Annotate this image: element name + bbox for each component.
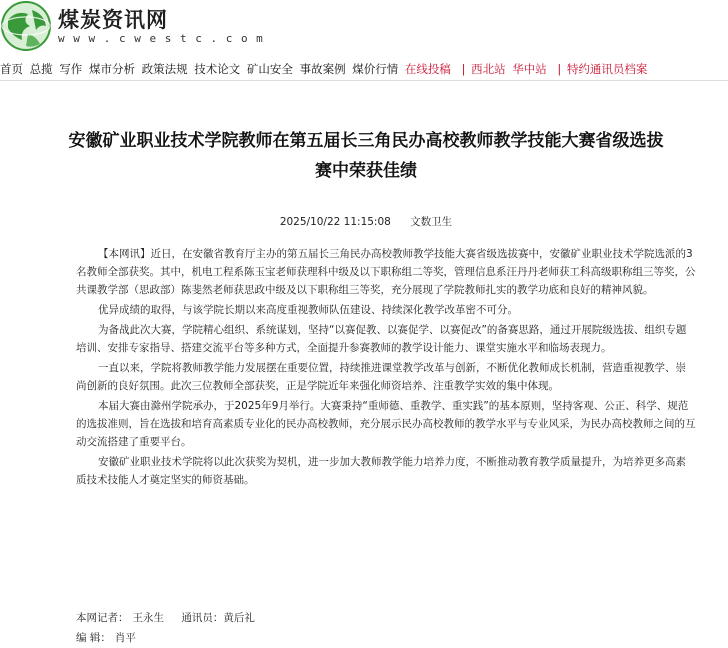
article-date: 2025/10/22 11:15:08 <box>279 216 391 228</box>
nav-item-accident-cases[interactable]: 事故案例 <box>299 62 346 76</box>
article-credits <box>76 608 255 648</box>
nav-item-correspondents[interactable]: 特约通讯员档案 <box>566 62 648 76</box>
nav-item-central[interactable]: 华中站 <box>512 62 547 76</box>
article-title: 安徽矿业职业技术学院教师在第五届长三角民办高校教师教学技能大赛省级选拔赛中荣获佳绩 <box>68 131 664 181</box>
article-paragraph: 安徽矿业职业技术学院将以此次获奖为契机，进一步加大教师教学能力培养力度，不断推动教育教学质量提升，为培养更多高素质技术技能人才奠定坚实的师资基础。 <box>76 456 686 486</box>
article-author: 文数卫生 <box>410 216 453 228</box>
nav-item-coal-price[interactable]: 煤价行情 <box>352 62 399 76</box>
main-nav <box>0 61 728 79</box>
article-paragraph: 【本网讯】近日，在安徽省教育厅主办的第五届长三角民办高校教师教学技能大赛省级选拔赛中，安徽矿业职业技术学院选派的3名教师全部获奖。其中，机电工程系陈玉宝老师获理科中级及以下职称组二等奖，管理信息系汪丹丹老师获工科高级职称组三等奖，公共课教学部（思政部）陈斐然老师获思政中级及以下职称组三等奖，充分展现了学院教师扎实的教学功底和良好的精神风貌。 <box>76 248 696 296</box>
reporter-label: 本网记者： <box>76 612 129 624</box>
nav-divider <box>0 80 728 81</box>
globe-logo-icon[interactable] <box>0 0 52 52</box>
editor-name: 肖平 <box>114 632 136 644</box>
site-url: w w w . c w e s t c . c o m <box>58 32 264 45</box>
nav-separator: | <box>461 62 466 76</box>
article-meta <box>76 214 656 229</box>
article-body <box>76 245 696 489</box>
reporter-line <box>76 608 255 628</box>
correspondent-label: 通讯员： <box>181 612 224 624</box>
editor-line <box>76 628 255 648</box>
nav-separator: | <box>557 62 562 76</box>
article-paragraph: 为备战此次大赛，学院精心组织、系统谋划，坚持“以赛促教、以赛促学、以赛促改”的备赛思路，通过开展院级选拔、组织专题培训、安排专家指导、搭建交流平台等多种方式，全面提升参赛教师的教学设计能力、课堂实施水平和临场表现力。 <box>76 324 687 354</box>
site-name[interactable]: 煤炭资讯网 <box>58 8 168 32</box>
reporter-name: 王永生 <box>132 612 164 624</box>
nav-item-overview[interactable]: 总揽 <box>29 62 53 76</box>
nav-item-submit[interactable]: 在线投稿 <box>404 62 451 76</box>
correspondent-name: 黄后礼 <box>223 612 255 624</box>
editor-label: 编 辑： <box>76 632 111 644</box>
article-paragraph: 优异成绩的取得，与该学院长期以来高度重视教师队伍建设、持续深化教学改革密不可分。 <box>98 304 518 316</box>
nav-item-northwest[interactable]: 西北站 <box>471 62 506 76</box>
article-paragraph: 本届大赛由滁州学院承办，于2025年9月举行。大赛秉持“重师德、重教学、重实践”的基本原则，坚持客观、公正、科学、规范的选拔准则，旨在选拔和培育高素质专业化的民办高校教师，充分展示民办高校教师的教学水平与专业风采，为民办高校教师之间的互动交流搭建了重要平台。 <box>76 400 696 448</box>
nav-item-writing[interactable]: 写作 <box>59 62 83 76</box>
nav-item-home[interactable]: 首页 <box>0 62 23 76</box>
nav-item-mine-safety[interactable]: 矿山安全 <box>246 62 293 76</box>
article-paragraph: 一直以来，学院将教师教学能力发展摆在重要位置，持续推进课堂教学改革与创新，不断优化教师成长机制，营造重视教学、崇尚创新的良好氛围。此次三位教师全部获奖，正是学院近年来强化师资培养、注重教学实效的集中体现。 <box>76 362 686 392</box>
nav-item-market-analysis[interactable]: 煤市分析 <box>88 62 135 76</box>
nav-item-policy[interactable]: 政策法规 <box>141 62 188 76</box>
nav-item-tech-papers[interactable]: 技术论文 <box>194 62 241 76</box>
site-header <box>0 0 728 58</box>
